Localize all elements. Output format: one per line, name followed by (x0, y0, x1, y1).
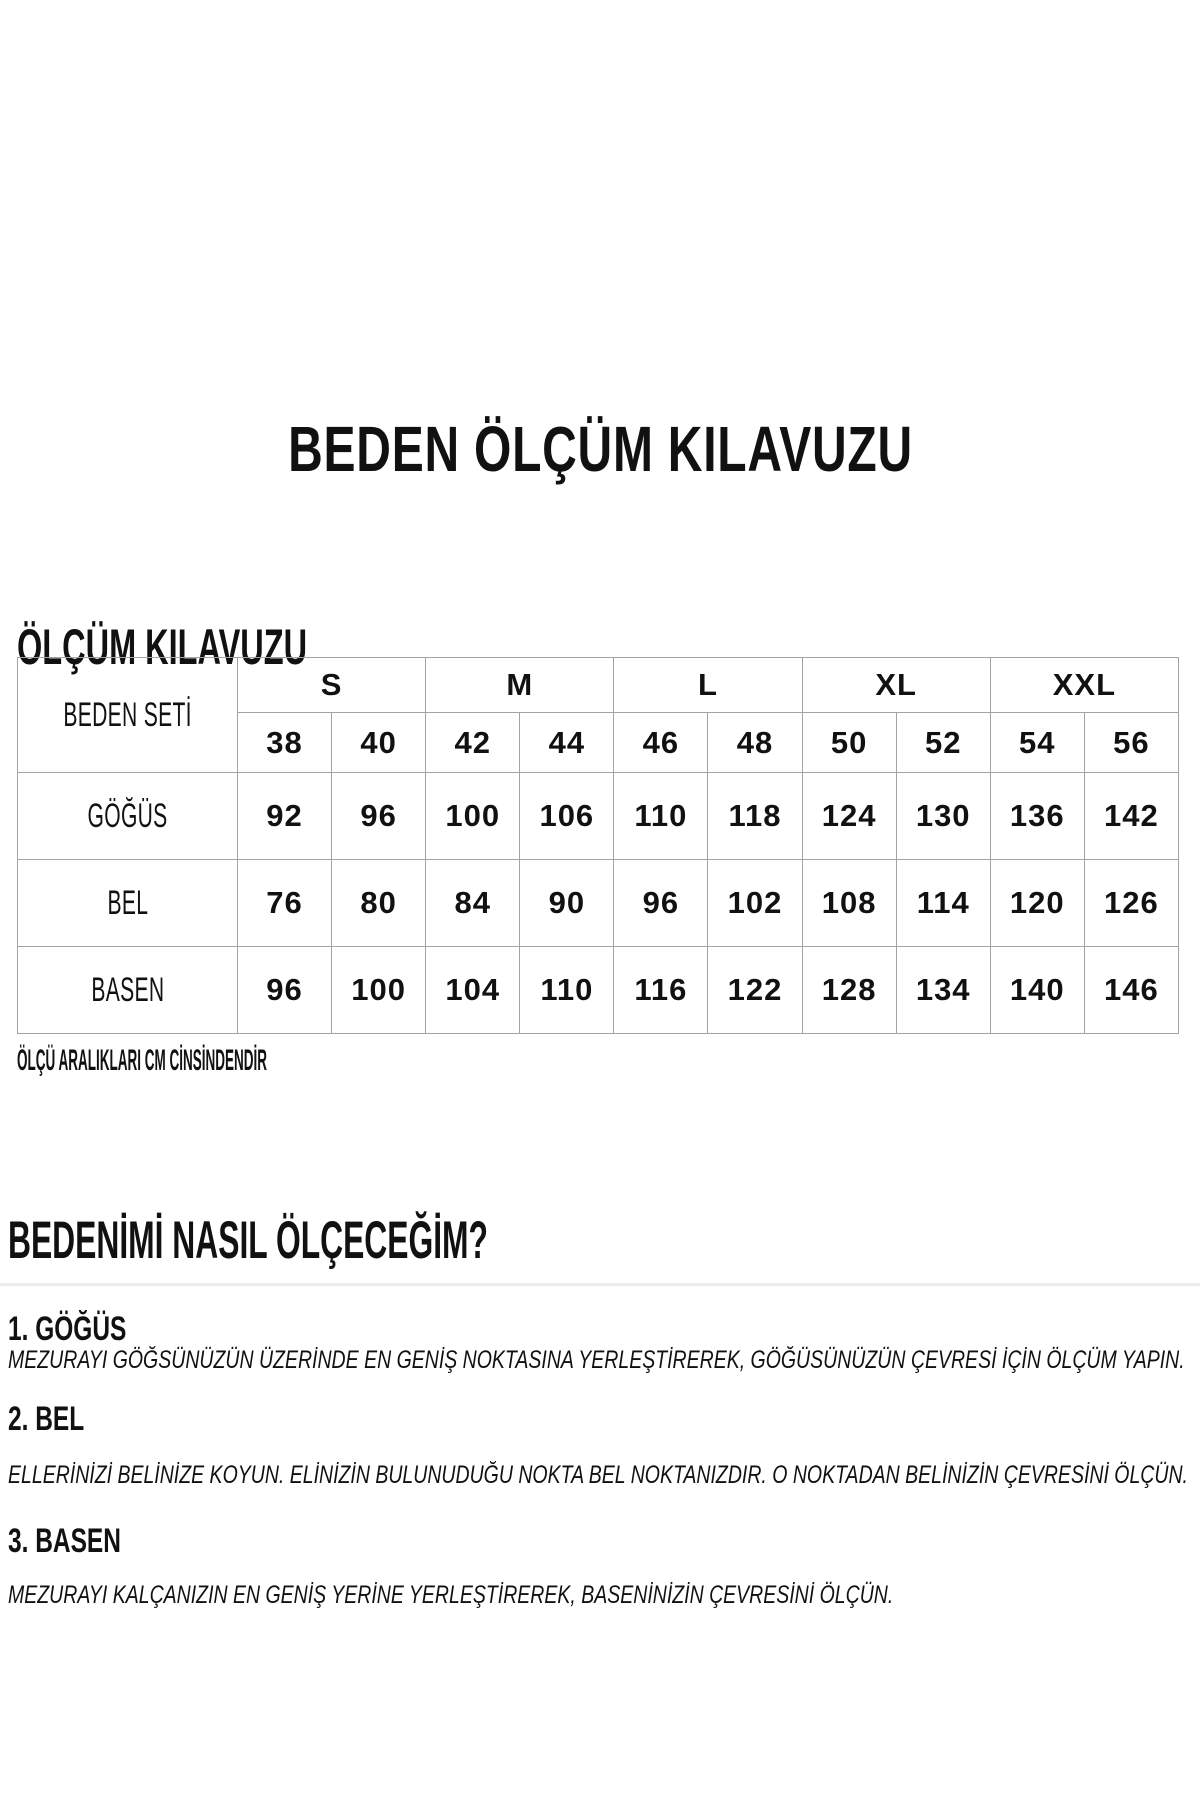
page-title-text: BEDEN ÖLÇÜM KILAVUZU (287, 412, 913, 485)
row-label-chest (18, 773, 238, 860)
waist-value: 84 (426, 860, 520, 947)
hips-value: 110 (520, 947, 614, 1034)
hips-value: 116 (614, 947, 708, 1034)
waist-value: 76 (238, 860, 332, 947)
waist-value: 108 (802, 860, 896, 947)
units-note (17, 1046, 573, 1076)
hips-value: 96 (238, 947, 332, 1034)
chest-value: 142 (1084, 773, 1178, 860)
table-row-size-groups (18, 658, 1179, 713)
step-title-chest (8, 1312, 172, 1346)
row-label-hips (18, 947, 238, 1034)
chest-value: 118 (708, 773, 802, 860)
size-number: 42 (426, 713, 520, 773)
step-text-waist (8, 1463, 1200, 1488)
step-title-waist (8, 1402, 114, 1436)
table-header-size-set-text: BEDEN SETİ (63, 695, 192, 734)
page-title (0, 412, 1200, 485)
waist-value: 120 (990, 860, 1084, 947)
hips-value: 128 (802, 947, 896, 1034)
size-table (17, 657, 1179, 1034)
step-text-hips (8, 1583, 1143, 1608)
units-note-text: ÖLÇÜ ARALIKLARI CM CİNSİNDENDİR (17, 1044, 267, 1077)
size-group-xxl: XXL (990, 658, 1178, 713)
table-header-size-set (18, 658, 238, 773)
table-row-chest (18, 773, 1179, 860)
chest-value: 100 (426, 773, 520, 860)
step-title-hips (8, 1524, 165, 1558)
size-number: 54 (990, 713, 1084, 773)
size-number: 38 (238, 713, 332, 773)
howto-heading (8, 1211, 808, 1270)
step-text-waist-text: ELLERİNİZİ BELİNİZE KOYUN. ELİNİZİN BULUNUDUĞU NOKTA BEL NOKTANIZDIR. O NOKTADAN BELİNİZİN ÇEVRESİNİ ÖLÇÜN. (8, 1461, 1188, 1489)
chest-value: 110 (614, 773, 708, 860)
size-number: 56 (1084, 713, 1178, 773)
hips-value: 134 (896, 947, 990, 1034)
chest-value: 96 (332, 773, 426, 860)
size-number: 40 (332, 713, 426, 773)
waist-value: 126 (1084, 860, 1178, 947)
row-label-hips-text: BASEN (90, 970, 164, 1009)
waist-value: 96 (614, 860, 708, 947)
row-label-chest-text: GÖĞÜS (87, 796, 168, 835)
size-number: 44 (520, 713, 614, 773)
size-number: 46 (614, 713, 708, 773)
waist-value: 102 (708, 860, 802, 947)
hips-value: 122 (708, 947, 802, 1034)
size-group-m: M (426, 658, 614, 713)
step-text-hips-text: MEZURAYI KALÇANIZIN EN GENİŞ YERİNE YERLEŞTİREREK, BASENİNİZİN ÇEVRESİNİ ÖLÇÜN. (8, 1581, 894, 1609)
waist-value: 90 (520, 860, 614, 947)
size-group-s: S (238, 658, 426, 713)
row-label-waist (18, 860, 238, 947)
hips-value: 146 (1084, 947, 1178, 1034)
step-title-hips-text: 3. BASEN (8, 1522, 121, 1560)
table-row-waist (18, 860, 1179, 947)
size-number: 50 (802, 713, 896, 773)
waist-value: 114 (896, 860, 990, 947)
size-number: 52 (896, 713, 990, 773)
hips-value: 104 (426, 947, 520, 1034)
hips-value: 140 (990, 947, 1084, 1034)
waist-value: 80 (332, 860, 426, 947)
section-title-text: ÖLÇÜM KILAVUZU (17, 618, 308, 675)
chest-value: 106 (520, 773, 614, 860)
section-divider (0, 1283, 1200, 1286)
step-title-chest-text: 1. GÖĞÜS (8, 1310, 127, 1348)
hips-value: 100 (332, 947, 426, 1034)
chest-value: 124 (802, 773, 896, 860)
size-group-xl: XL (802, 658, 990, 713)
row-label-waist-text: BEL (107, 883, 148, 922)
size-number: 48 (708, 713, 802, 773)
step-text-chest (8, 1348, 1200, 1373)
chest-value: 130 (896, 773, 990, 860)
step-title-waist-text: 2. BEL (8, 1400, 85, 1438)
step-text-chest-text: MEZURAYI GÖĞSÜNÜZÜN ÜZERİNDE EN GENİŞ NOKTASINA YERLEŞTİREREK, GÖĞÜSÜNÜZÜN ÇEVRESİ İÇİN ÖLÇÜM YAPIN. (8, 1346, 1185, 1374)
chest-value: 136 (990, 773, 1084, 860)
table-row-hips (18, 947, 1179, 1034)
size-group-l: L (614, 658, 802, 713)
chest-value: 92 (238, 773, 332, 860)
howto-heading-text: BEDENİMİ NASIL ÖLÇECEĞİM? (8, 1211, 488, 1270)
